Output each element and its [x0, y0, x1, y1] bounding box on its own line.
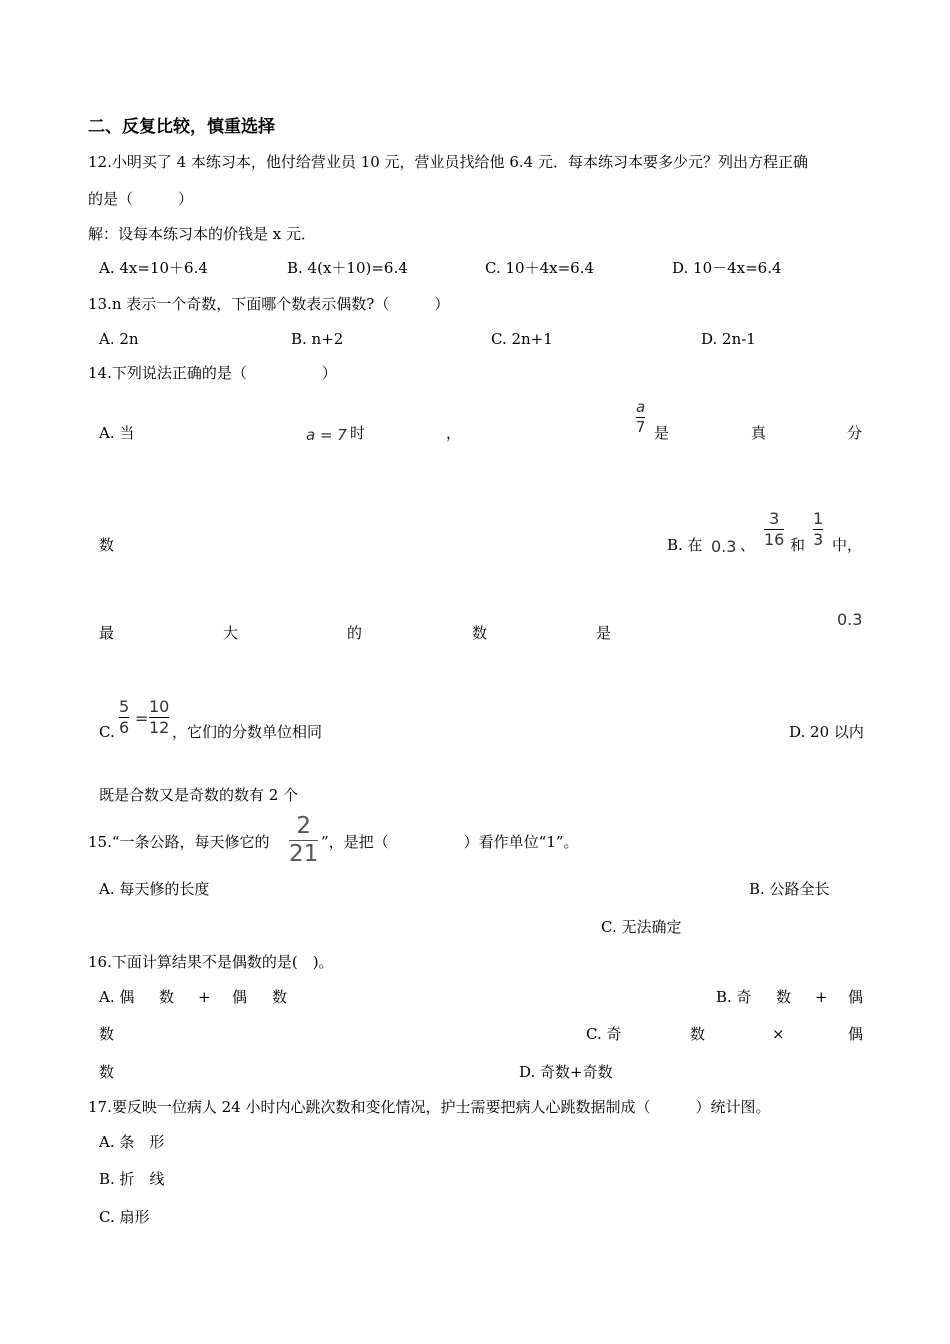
q14-option-b-zhong: 中，	[832, 536, 863, 554]
q14-option-c-fraction-1	[118, 699, 130, 736]
q17-stem: 17.要反映一位病人 24 小时内心跳次数和变化情况，护士需要把病人心跳数据制成（ ）统计图。	[88, 1098, 771, 1116]
q14-option-a-word-2: 真	[751, 424, 767, 442]
q16-option-a-word-4: 偶	[232, 988, 248, 1006]
q16-option-c-word-3: ×	[772, 1025, 785, 1043]
q14-option-a-word-1: 是	[654, 424, 670, 442]
q14-option-a-fraction	[635, 400, 646, 435]
q16-option-b[interactable]: B. 奇	[716, 988, 752, 1006]
section-title: 二、反复比较，慎重选择	[88, 117, 275, 137]
q14-option-b-value-1: 0.3	[711, 537, 737, 556]
q16-option-a-word-5: 数	[272, 988, 288, 1006]
q12-hint: 解：设每本练习本的价钱是 x 元．	[88, 225, 316, 243]
q12-stem-line2: 的是（ ）	[88, 190, 194, 208]
q14-option-b-he: 和	[790, 536, 806, 554]
q14-option-c-frac2-num: 10	[149, 697, 170, 716]
q14-option-b-fraction-2	[812, 511, 824, 548]
q13-option-b[interactable]: B. n+2	[291, 330, 344, 348]
q16-option-c-word-2: 数	[690, 1025, 706, 1043]
q14-option-c-fraction-2	[148, 699, 170, 736]
q14-stem: 14.下列说法正确的是（ ）	[88, 364, 337, 382]
q14-option-b-frac2-den: 3	[813, 530, 824, 549]
q12-stem-line1: 12.小明买了 4 本练习本，他付给营业员 10 元，营业员找给他 6.4 元．每本练习本要多少元？列出方程正确	[88, 153, 808, 171]
q16-option-c-word-5: 数	[99, 1063, 115, 1081]
q16-option-c[interactable]: C. 奇	[586, 1025, 622, 1043]
q14-option-c-label[interactable]: C.	[99, 723, 115, 741]
q16-option-a-word-2: 数	[159, 988, 175, 1006]
q14-option-b-word-3: 的	[347, 624, 363, 642]
q14-option-a-word-3: 分	[847, 424, 863, 442]
q14-option-c-frac1-den: 6	[119, 718, 130, 737]
q12-option-d[interactable]: D. 10－4x=6.4	[672, 259, 782, 277]
q14-option-a-shi: 时	[350, 424, 366, 442]
q14-option-c-equals: =	[135, 709, 149, 728]
q14-option-c-text: ，它们的分数单位相同	[172, 723, 323, 741]
q14-option-b-separator: 、	[740, 536, 756, 554]
q15-option-c[interactable]: C. 无法确定	[601, 918, 682, 936]
q14-option-a-label[interactable]: A. 当	[99, 424, 135, 442]
q16-option-b-word-4: 偶	[848, 988, 864, 1006]
q17-option-b[interactable]: B. 折 线	[99, 1170, 165, 1188]
q15-stem-part1: 15.“一条公路，每天修它的	[88, 833, 270, 851]
q12-option-c[interactable]: C. 10＋4x=6.4	[485, 259, 594, 277]
q14-option-c-frac1-num: 5	[119, 697, 130, 716]
q17-option-a[interactable]: A. 条 形	[99, 1133, 165, 1151]
q14-option-d-part2: 既是合数又是奇数的数有 2 个	[99, 786, 299, 804]
q16-option-a-word-3: +	[198, 988, 211, 1006]
q15-frac-num: 2	[296, 813, 311, 839]
q14-option-b-frac2-num: 1	[813, 509, 824, 528]
q15-fraction	[289, 815, 318, 866]
q14-option-a-expr: a = 7	[306, 426, 347, 444]
q14-option-a-comma: ，	[446, 424, 462, 442]
q14-option-a-frac-num: a	[636, 398, 646, 416]
q14-option-a-word-4: 数	[99, 536, 115, 554]
q16-option-b-word-2: 数	[776, 988, 792, 1006]
q15-stem-part2: ”，是把（ ）看作单位“1”。	[321, 833, 579, 851]
q14-option-b-frac1-den: 16	[764, 530, 785, 549]
q13-option-d[interactable]: D. 2n-1	[701, 330, 756, 348]
q15-option-b[interactable]: B. 公路全长	[749, 880, 830, 898]
q14-option-b-word-4: 数	[472, 624, 488, 642]
q14-option-b-word-2: 大	[223, 624, 239, 642]
q16-option-d[interactable]: D. 奇数+奇数	[519, 1063, 613, 1081]
q16-option-b-word-3: +	[815, 988, 828, 1006]
q14-option-c-frac2-den: 12	[149, 718, 170, 737]
q14-option-b-word-5: 是	[596, 624, 612, 642]
q14-option-a-frac-den: 7	[635, 418, 646, 436]
q14-option-b-label[interactable]: B. 在	[667, 536, 703, 554]
q13-option-a[interactable]: A. 2n	[99, 330, 139, 348]
q15-frac-den: 21	[289, 841, 319, 867]
q12-option-a[interactable]: A. 4x=10＋6.4	[99, 259, 208, 277]
q13-stem: 13.n 表示一个奇数，下面哪个数表示偶数?（ ）	[88, 295, 450, 313]
q14-option-d-part1[interactable]: D. 20 以内	[789, 723, 864, 741]
q12-option-b[interactable]: B. 4(x＋10)=6.4	[287, 259, 408, 277]
q16-stem: 16.下面计算结果不是偶数的是( )。	[88, 953, 334, 971]
q16-option-b-word-5: 数	[99, 1025, 115, 1043]
q15-option-a[interactable]: A. 每天修的长度	[99, 880, 210, 898]
q13-option-c[interactable]: C. 2n+1	[491, 330, 553, 348]
q14-option-b-fraction-1	[764, 511, 784, 548]
q14-option-b-frac1-num: 3	[769, 509, 780, 528]
q17-option-c[interactable]: C. 扇形	[99, 1208, 150, 1226]
q16-option-c-word-4: 偶	[848, 1025, 864, 1043]
q14-option-b-answer: 0.3	[837, 610, 863, 629]
q16-option-a[interactable]: A. 偶	[99, 988, 135, 1006]
q14-option-b-word-1: 最	[99, 624, 115, 642]
